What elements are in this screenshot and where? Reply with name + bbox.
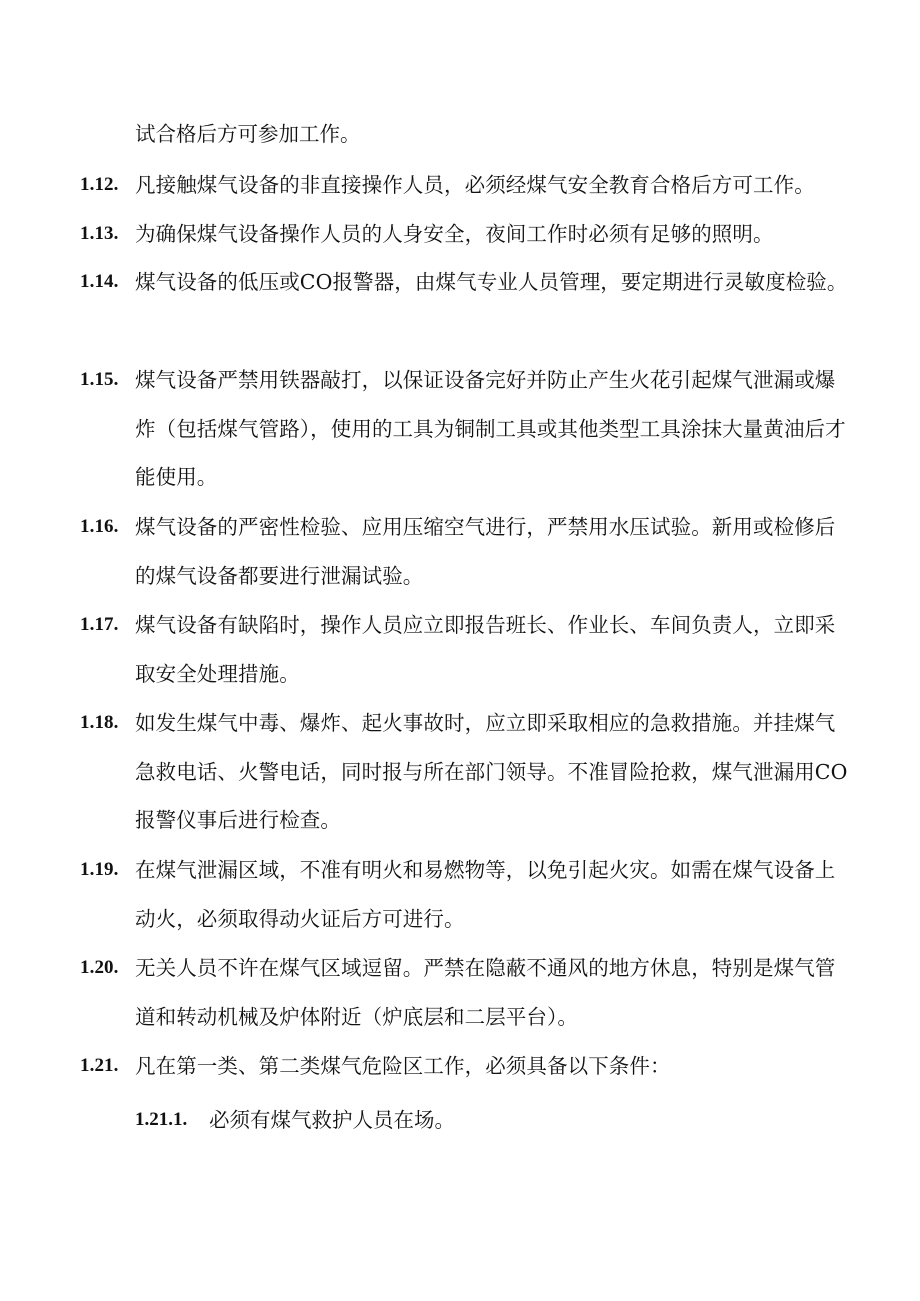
item-number: 1.19. — [80, 859, 119, 880]
item-number: 1.18. — [80, 712, 119, 733]
item-number: 1.20. — [80, 957, 119, 978]
list-item-1-12 — [80, 161, 850, 210]
item-text: 煤气设备的低压或CO报警器，由煤气专业人员管理，要定期进行灵敏度检验。 — [135, 270, 848, 294]
list-item-1-19 — [80, 846, 850, 943]
item-text: 在煤气泄漏区域，不准有明火和易燃物等，以免引起火灾。如需在煤气设备上动火，必须取得动火证后方可进行。 — [135, 858, 836, 931]
list-item-1-18 — [80, 699, 850, 845]
item-text: 凡在第一类、第二类煤气危险区工作，必须具备以下条件： — [135, 1054, 671, 1078]
sub-item-text: 必须有煤气救护人员在场。 — [209, 1108, 455, 1132]
item-number: 1.16. — [80, 516, 119, 537]
item-text: 无关人员不许在煤气区域逗留。严禁在隐蔽不通风的地方休息，特别是煤气管道和转动机械及炉体附近（炉底层和二层平台）。 — [135, 956, 836, 1029]
sub-item-number: 1.21.1. — [135, 1109, 188, 1130]
item-number: 1.14. — [80, 271, 119, 292]
item-number: 1.21. — [80, 1055, 119, 1076]
item-text: 煤气设备有缺陷时，操作人员应立即报告班长、作业长、车间负责人，立即采取安全处理措施。 — [135, 613, 836, 686]
list-item-1-20 — [80, 944, 850, 1041]
list-item-1-16 — [80, 503, 850, 600]
item-text: 凡接触煤气设备的非直接操作人员，必须经煤气安全教育合格后方可工作。 — [135, 173, 815, 197]
list-item-1-21 — [80, 1042, 850, 1091]
item-number: 1.17. — [80, 614, 119, 635]
list-item-1-13 — [80, 210, 850, 259]
item-text: 煤气设备严禁用铁器敲打，以保证设备完好并防止产生火花引起煤气泄漏或爆炸（包括煤气管路），使用的工具为铜制工具或其他类型工具涂抹大量黄油后才能使用。 — [135, 368, 846, 489]
item-number: 1.12. — [80, 174, 119, 195]
item-number: 1.15. — [80, 369, 119, 390]
item-text: 为确保煤气设备操作人员的人身安全，夜间工作时必须有足够的照明。 — [135, 222, 774, 246]
list-item-1-17 — [80, 601, 850, 698]
continuation-text: 试合格后方可参加工作。 — [135, 122, 361, 146]
item-number: 1.13. — [80, 223, 119, 244]
list-item-1-14 — [80, 258, 850, 307]
sub-item-1-21-1 — [135, 1096, 850, 1145]
item-text: 煤气设备的严密性检验、应用压缩空气进行，严禁用水压试验。新用或检修后的煤气设备都要进行泄漏试验。 — [135, 515, 836, 588]
item-text: 如发生煤气中毒、爆炸、起火事故时，应立即采取相应的急救措施。并挂煤气急救电话、火警电话，同时报与所在部门领导。不准冒险抢救，煤气泄漏用CO报警仪事后进行检查。 — [135, 711, 848, 832]
list-item-1-15 — [80, 356, 850, 502]
